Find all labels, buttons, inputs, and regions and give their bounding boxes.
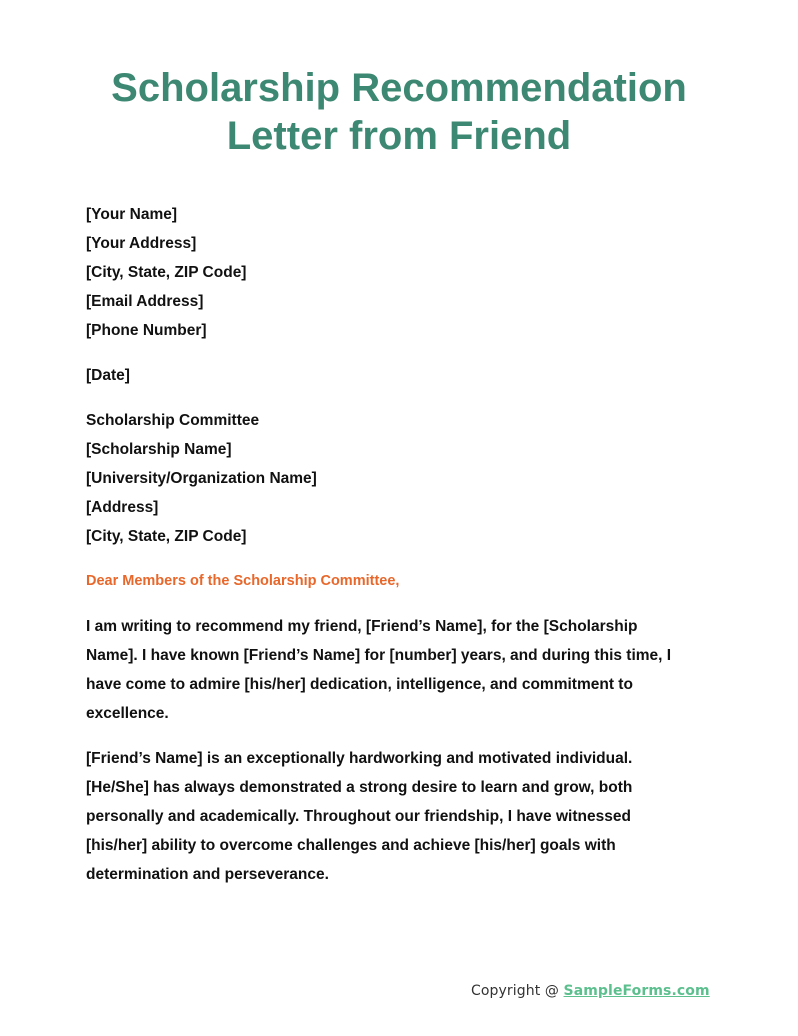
paragraph-line: personally and academically. Throughout our friendship, I have witnessed bbox=[86, 808, 631, 825]
paragraph-1 bbox=[86, 612, 716, 728]
copyright-footer bbox=[471, 983, 710, 999]
sender-city-state-zip: [City, State, ZIP Code] bbox=[86, 264, 247, 281]
recipient-scholarship-name: [Scholarship Name] bbox=[86, 441, 232, 458]
sampleforms-link[interactable]: SampleForms.com bbox=[563, 983, 710, 999]
copyright-text: Copyright @ bbox=[471, 983, 564, 999]
letter-body bbox=[86, 200, 716, 889]
recipient-organization: [University/Organization Name] bbox=[86, 470, 317, 487]
date-block bbox=[86, 361, 716, 390]
recipient-address: [Address] bbox=[86, 499, 159, 516]
recipient-city-state-zip: [City, State, ZIP Code] bbox=[86, 528, 247, 545]
paragraph-line: Name]. I have known [Friend’s Name] for [number] years, and during this time, I bbox=[86, 647, 672, 664]
recipient-block bbox=[86, 406, 716, 551]
sender-name: [Your Name] bbox=[86, 206, 178, 223]
sender-email: [Email Address] bbox=[86, 293, 204, 310]
title-line-1: Scholarship Recommendation bbox=[111, 66, 687, 110]
paragraph-line: excellence. bbox=[86, 705, 169, 722]
sender-block bbox=[86, 200, 716, 345]
paragraph-line: have come to admire [his/her] dedication, intelligence, and commitment to bbox=[86, 676, 633, 693]
salutation: Dear Members of the Scholarship Committee, bbox=[86, 573, 400, 589]
sender-phone: [Phone Number] bbox=[86, 322, 207, 339]
paragraph-2 bbox=[86, 744, 716, 889]
paragraph-line: determination and perseverance. bbox=[86, 866, 329, 883]
paragraph-line: [his/her] ability to overcome challenges and achieve [his/her] goals with bbox=[86, 837, 616, 854]
letter-date: [Date] bbox=[86, 367, 130, 384]
paragraph-line: [He/She] has always demonstrated a strong desire to learn and grow, both bbox=[86, 779, 633, 796]
sender-address: [Your Address] bbox=[86, 235, 197, 252]
title-line-2: Letter from Friend bbox=[226, 114, 572, 158]
recipient-committee: Scholarship Committee bbox=[86, 412, 260, 429]
document-title bbox=[0, 64, 798, 160]
paragraph-line: [Friend’s Name] is an exceptionally hardworking and motivated individual. bbox=[86, 750, 633, 767]
paragraph-line: I am writing to recommend my friend, [Friend’s Name], for the [Scholarship bbox=[86, 618, 638, 635]
